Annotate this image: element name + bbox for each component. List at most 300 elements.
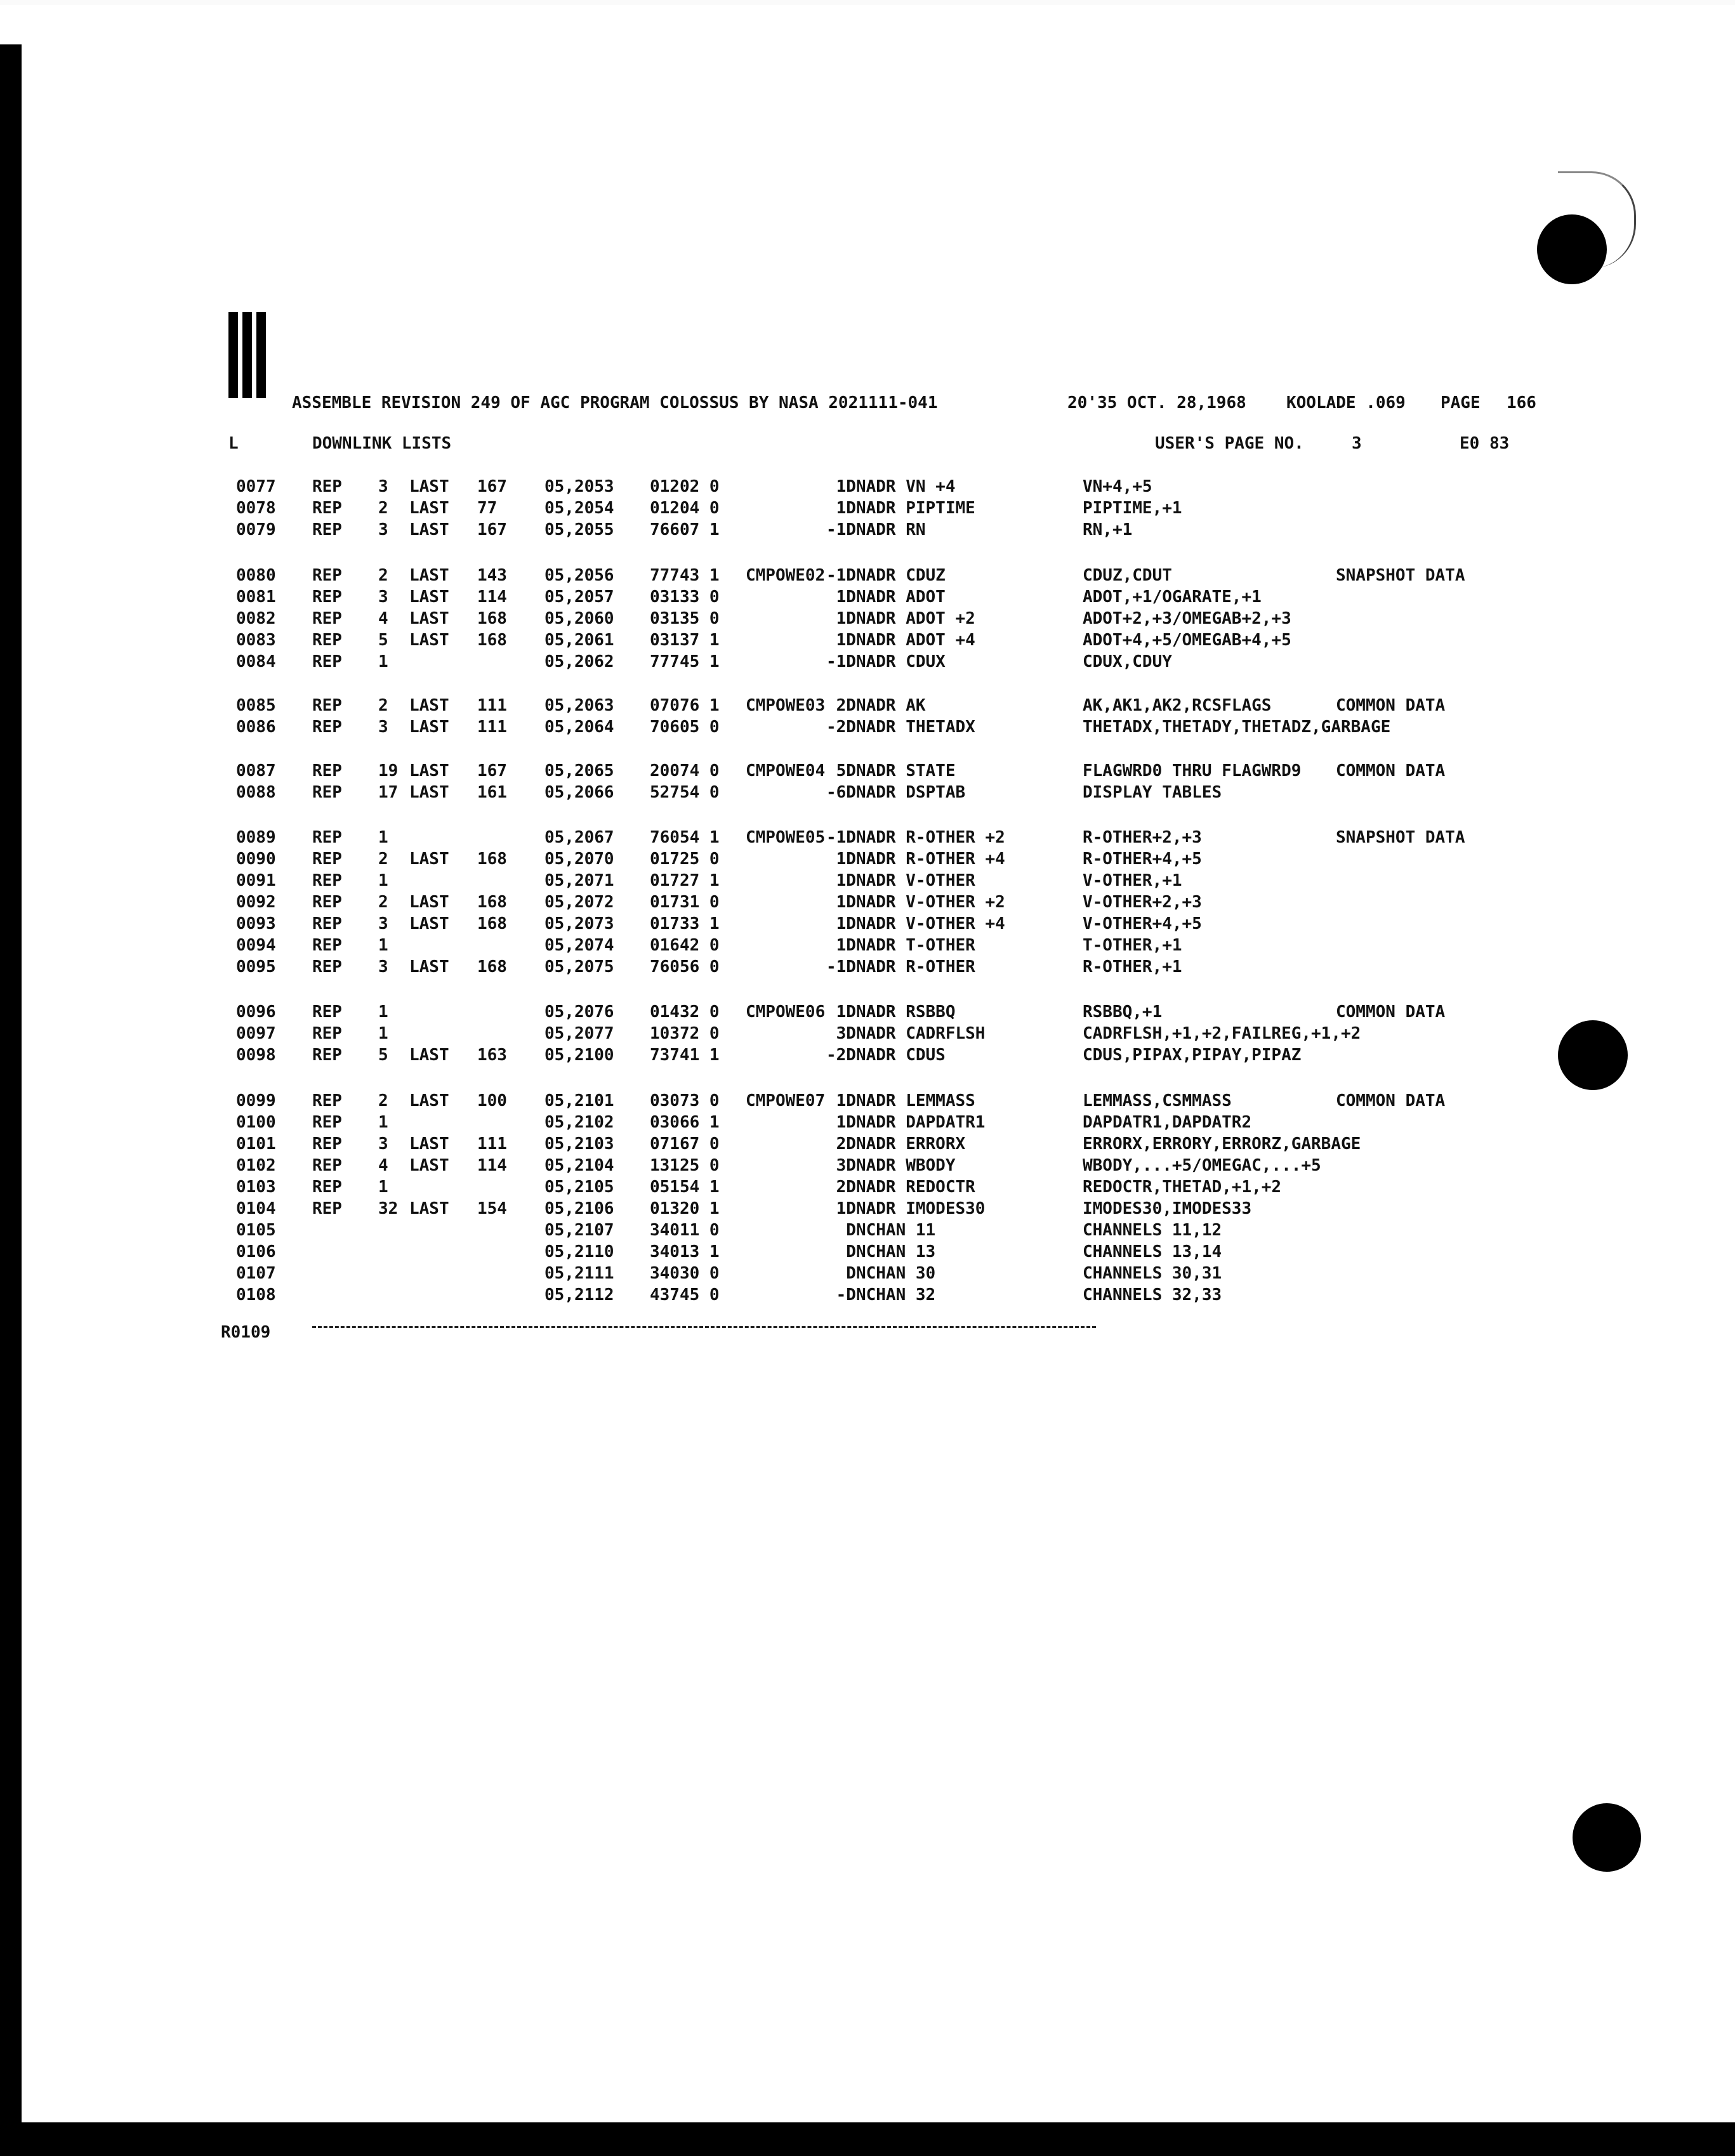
- opcode: REP: [312, 566, 342, 585]
- address: 05,2061: [544, 631, 614, 650]
- sequence-number: 0087: [236, 761, 276, 780]
- comment-text: FLAGWRD0 THRU FLAGWRD9: [1083, 761, 1302, 780]
- repeat-count: 2: [378, 696, 388, 715]
- opcode: REP: [312, 957, 342, 976]
- address: 05,2053: [544, 477, 614, 496]
- instruction: 1DNADR VN +4: [826, 477, 956, 496]
- comment-text: WBODY,...+5/OMEGAC,...+5: [1083, 1156, 1321, 1175]
- address: 05,2066: [544, 783, 614, 802]
- octal-code: 77743 1: [650, 566, 720, 585]
- last-keyword: LAST: [409, 477, 449, 496]
- comment-text: PIPTIME,+1: [1083, 499, 1182, 518]
- listing-row: [0, 914, 1735, 936]
- octal-code: 05154 1: [650, 1178, 720, 1197]
- last-keyword: LAST: [409, 696, 449, 715]
- line-ref: 114: [477, 1156, 507, 1175]
- address: 05,2065: [544, 761, 614, 780]
- opcode: REP: [312, 850, 342, 869]
- address: 05,2067: [544, 828, 614, 847]
- opcode: REP: [312, 828, 342, 847]
- separator-line: [312, 1326, 1096, 1328]
- instruction: DNCHAN 11: [826, 1221, 936, 1240]
- instruction: 1DNADR V-OTHER: [826, 871, 975, 890]
- octal-code: 01204 0: [650, 499, 720, 518]
- repeat-count: 5: [378, 631, 388, 650]
- repeat-count: 1: [378, 1178, 388, 1197]
- comment-text: IMODES30,IMODES33: [1083, 1199, 1252, 1218]
- sequence-number: 0080: [236, 566, 276, 585]
- octal-code: 03135 0: [650, 609, 720, 628]
- line-ref: 143: [477, 566, 507, 585]
- listing-row: [0, 1002, 1735, 1024]
- octal-code: 01642 0: [650, 936, 720, 955]
- listing-row: [0, 1199, 1735, 1221]
- note-text: COMMON DATA: [1336, 1091, 1446, 1110]
- instruction: 1DNADR R-OTHER +4: [826, 850, 1005, 869]
- repeat-count: 1: [378, 828, 388, 847]
- line-ref: 168: [477, 850, 507, 869]
- instruction: 2DNADR AK: [826, 696, 926, 715]
- sequence-number: 0078: [236, 499, 276, 518]
- comment-text: ERRORX,ERRORY,ERRORZ,GARBAGE: [1083, 1134, 1361, 1154]
- last-keyword: LAST: [409, 957, 449, 976]
- instruction: -1DNADR CDUZ: [826, 566, 946, 585]
- listing-row: [0, 761, 1735, 783]
- listing-row: [0, 850, 1735, 871]
- octal-code: 20074 0: [650, 761, 720, 780]
- user-page-label: USER'S PAGE NO.: [1155, 434, 1304, 453]
- repeat-count: 4: [378, 1156, 388, 1175]
- last-keyword: LAST: [409, 1156, 449, 1175]
- sequence-number: 0097: [236, 1024, 276, 1043]
- address: 05,2071: [544, 871, 614, 890]
- address: 05,2054: [544, 499, 614, 518]
- listing-row: [0, 1113, 1735, 1134]
- opcode: REP: [312, 696, 342, 715]
- instruction: 3DNADR WBODY: [826, 1156, 956, 1175]
- sequence-number: 0104: [236, 1199, 276, 1218]
- sequence-number: 0082: [236, 609, 276, 628]
- address: 05,2102: [544, 1113, 614, 1132]
- instruction: 1DNADR IMODES30: [826, 1199, 986, 1218]
- instruction: 2DNADR REDOCTR: [826, 1178, 975, 1197]
- comment-text: CHANNELS 32,33: [1083, 1285, 1222, 1305]
- address: 05,2074: [544, 936, 614, 955]
- repeat-count: 1: [378, 1002, 388, 1022]
- line-ref: 167: [477, 761, 507, 780]
- sequence-number: 0077: [236, 477, 276, 496]
- repeat-count: 3: [378, 718, 388, 737]
- sequence-number: 0084: [236, 652, 276, 671]
- repeat-count: 3: [378, 957, 388, 976]
- instruction: -DNCHAN 32: [826, 1285, 936, 1305]
- note-text: SNAPSHOT DATA: [1336, 566, 1465, 585]
- listing-user: KOOLADE .069: [1286, 393, 1406, 412]
- repeat-count: 1: [378, 652, 388, 671]
- instruction: 1DNADR ADOT: [826, 588, 946, 607]
- instruction: 1DNADR LEMMASS: [826, 1091, 975, 1110]
- line-ref: 114: [477, 588, 507, 607]
- sequence-number: 0095: [236, 957, 276, 976]
- last-keyword: LAST: [409, 499, 449, 518]
- octal-code: 03066 1: [650, 1113, 720, 1132]
- repeat-count: 2: [378, 499, 388, 518]
- address: 05,2073: [544, 914, 614, 933]
- comment-text: DISPLAY TABLES: [1083, 783, 1222, 802]
- listing-row: [0, 652, 1735, 674]
- repeat-count: 1: [378, 1113, 388, 1132]
- sequence-number: 0096: [236, 1002, 276, 1022]
- e-reference: E0 83: [1460, 434, 1510, 453]
- listing-row: [0, 696, 1735, 718]
- sequence-number: 0088: [236, 783, 276, 802]
- sequence-number: 0108: [236, 1285, 276, 1305]
- listing-row: [0, 477, 1735, 499]
- opcode: REP: [312, 1002, 342, 1022]
- opcode: REP: [312, 893, 342, 912]
- opcode: REP: [312, 1024, 342, 1043]
- sequence-number: 0100: [236, 1113, 276, 1132]
- sequence-number: 0103: [236, 1178, 276, 1197]
- note-text: COMMON DATA: [1336, 1002, 1446, 1022]
- octal-code: 76607 1: [650, 520, 720, 539]
- line-ref: 167: [477, 520, 507, 539]
- last-keyword: LAST: [409, 588, 449, 607]
- sequence-number: 0081: [236, 588, 276, 607]
- opcode: REP: [312, 1178, 342, 1197]
- opcode: REP: [312, 914, 342, 933]
- address: 05,2076: [544, 1002, 614, 1022]
- sequence-number: 0086: [236, 718, 276, 737]
- instruction: -6DNADR DSPTAB: [826, 783, 966, 802]
- instruction: 1DNADR T-OTHER: [826, 936, 975, 955]
- octal-code: 03137 1: [650, 631, 720, 650]
- listing-row: [0, 1178, 1735, 1199]
- address: 05,2062: [544, 652, 614, 671]
- octal-code: 52754 0: [650, 783, 720, 802]
- repeat-count: 3: [378, 1134, 388, 1154]
- listing-timestamp: 20'35 OCT. 28,1968: [1067, 393, 1246, 412]
- repeat-count: 19: [378, 761, 399, 780]
- address: 05,2103: [544, 1134, 614, 1154]
- address: 05,2064: [544, 718, 614, 737]
- comment-text: CDUZ,CDUT: [1083, 566, 1172, 585]
- sequence-number: 0102: [236, 1156, 276, 1175]
- opcode: REP: [312, 1091, 342, 1110]
- address: 05,2057: [544, 588, 614, 607]
- comment-text: R-OTHER,+1: [1083, 957, 1182, 976]
- comment-text: THETADX,THETADY,THETADZ,GARBAGE: [1083, 718, 1391, 737]
- repeat-count: 2: [378, 1091, 388, 1110]
- instruction: 1DNADR DAPDATR1: [826, 1113, 986, 1132]
- instruction: 1DNADR V-OTHER +4: [826, 914, 1005, 933]
- opcode: REP: [312, 761, 342, 780]
- listing-row: [0, 893, 1735, 914]
- opcode: REP: [312, 588, 342, 607]
- comment-text: RSBBQ,+1: [1083, 1002, 1163, 1022]
- listing-row: [0, 1091, 1735, 1113]
- listing-row: [0, 609, 1735, 631]
- comment-text: R-OTHER+4,+5: [1083, 850, 1202, 869]
- comment-text: RN,+1: [1083, 520, 1133, 539]
- listing-row: [0, 936, 1735, 957]
- address: 05,2063: [544, 696, 614, 715]
- comment-text: R-OTHER+2,+3: [1083, 828, 1202, 847]
- note-text: SNAPSHOT DATA: [1336, 828, 1465, 847]
- comment-text: LEMMASS,CSMMASS: [1083, 1091, 1232, 1110]
- address: 05,2072: [544, 893, 614, 912]
- line-ref: 168: [477, 631, 507, 650]
- listing-row: [0, 1156, 1735, 1178]
- sequence-number: 0093: [236, 914, 276, 933]
- address: 05,2107: [544, 1221, 614, 1240]
- last-keyword: LAST: [409, 893, 449, 912]
- last-keyword: LAST: [409, 1134, 449, 1154]
- address: 05,2077: [544, 1024, 614, 1043]
- repeat-count: 3: [378, 477, 388, 496]
- octal-code: 10372 0: [650, 1024, 720, 1043]
- instruction: 1DNADR ADOT +4: [826, 631, 975, 650]
- last-keyword: LAST: [409, 850, 449, 869]
- instruction: -1DNADR RN: [826, 520, 926, 539]
- instruction: 5DNADR STATE: [826, 761, 956, 780]
- line-ref: 168: [477, 914, 507, 933]
- final-sequence-number: R0109: [221, 1323, 271, 1342]
- opcode: REP: [312, 718, 342, 737]
- opcode: REP: [312, 609, 342, 628]
- repeat-count: 3: [378, 588, 388, 607]
- line-ref: 77: [477, 499, 498, 518]
- last-keyword: LAST: [409, 609, 449, 628]
- instruction: DNCHAN 30: [826, 1264, 936, 1283]
- listing-row: [0, 1134, 1735, 1156]
- sequence-number: 0098: [236, 1046, 276, 1065]
- opcode: REP: [312, 1046, 342, 1065]
- instruction: -1DNADR CDUX: [826, 652, 946, 671]
- sequence-number: 0083: [236, 631, 276, 650]
- address: 05,2104: [544, 1156, 614, 1175]
- line-ref: 167: [477, 477, 507, 496]
- user-page-number: 3: [1352, 434, 1362, 453]
- note-text: COMMON DATA: [1336, 696, 1446, 715]
- line-ref: 163: [477, 1046, 507, 1065]
- line-ref: 154: [477, 1199, 507, 1218]
- repeat-count: 4: [378, 609, 388, 628]
- listing-row: [0, 1242, 1735, 1264]
- comment-text: CDUS,PIPAX,PIPAY,PIPAZ: [1083, 1046, 1302, 1065]
- tag-label: CMPOWE07: [746, 1091, 826, 1110]
- octal-code: 07167 0: [650, 1134, 720, 1154]
- octal-code: 43745 0: [650, 1285, 720, 1305]
- opcode: REP: [312, 1156, 342, 1175]
- sequence-number: 0092: [236, 893, 276, 912]
- sequence-number: 0099: [236, 1091, 276, 1110]
- last-keyword: LAST: [409, 566, 449, 585]
- listing-row: [0, 588, 1735, 609]
- address: 05,2105: [544, 1178, 614, 1197]
- line-ref: 168: [477, 957, 507, 976]
- instruction: -1DNADR R-OTHER +2: [826, 828, 1005, 847]
- octal-code: 01731 0: [650, 893, 720, 912]
- repeat-count: 17: [378, 783, 399, 802]
- sequence-number: 0091: [236, 871, 276, 890]
- page-number: 166: [1507, 393, 1536, 412]
- sequence-number: 0107: [236, 1264, 276, 1283]
- octal-code: 34013 1: [650, 1242, 720, 1261]
- line-ref: 168: [477, 609, 507, 628]
- octal-code: 34030 0: [650, 1264, 720, 1283]
- opcode: REP: [312, 783, 342, 802]
- octal-code: 01727 1: [650, 871, 720, 890]
- address: 05,2111: [544, 1264, 614, 1283]
- comment-text: CHANNELS 13,14: [1083, 1242, 1222, 1261]
- instruction: -2DNADR CDUS: [826, 1046, 946, 1065]
- instruction: 2DNADR ERRORX: [826, 1134, 966, 1154]
- sequence-number: 0101: [236, 1134, 276, 1154]
- line-ref: 168: [477, 893, 507, 912]
- instruction: 1DNADR RSBBQ: [826, 1002, 956, 1022]
- comment-text: VN+4,+5: [1083, 477, 1152, 496]
- instruction: -2DNADR THETADX: [826, 718, 975, 737]
- octal-code: 73741 1: [650, 1046, 720, 1065]
- listing-row: [0, 631, 1735, 652]
- listing-row: [0, 520, 1735, 542]
- octal-code: 76054 1: [650, 828, 720, 847]
- comment-text: ADOT,+1/OGARATE,+1: [1083, 588, 1262, 607]
- octal-code: 70605 0: [650, 718, 720, 737]
- address: 05,2056: [544, 566, 614, 585]
- comment-text: CADRFLSH,+1,+2,FAILREG,+1,+2: [1083, 1024, 1361, 1043]
- line-ref: 111: [477, 1134, 507, 1154]
- octal-code: 07076 1: [650, 696, 720, 715]
- comment-text: CHANNELS 11,12: [1083, 1221, 1222, 1240]
- octal-code: 01432 0: [650, 1002, 720, 1022]
- sequence-number: 0105: [236, 1221, 276, 1240]
- listing-row: [0, 871, 1735, 893]
- address: 05,2101: [544, 1091, 614, 1110]
- tag-label: CMPOWE03: [746, 696, 826, 715]
- opcode: REP: [312, 520, 342, 539]
- last-keyword: LAST: [409, 718, 449, 737]
- octal-code: 01725 0: [650, 850, 720, 869]
- comment-text: V-OTHER+4,+5: [1083, 914, 1202, 933]
- tag-label: CMPOWE06: [746, 1002, 826, 1022]
- sequence-number: 0079: [236, 520, 276, 539]
- opcode: REP: [312, 936, 342, 955]
- repeat-count: 1: [378, 871, 388, 890]
- line-ref: 111: [477, 696, 507, 715]
- listing-row: [0, 566, 1735, 588]
- sequence-number: 0089: [236, 828, 276, 847]
- comment-text: AK,AK1,AK2,RCSFLAGS: [1083, 696, 1272, 715]
- opcode: REP: [312, 631, 342, 650]
- repeat-count: 2: [378, 893, 388, 912]
- octal-code: 01320 1: [650, 1199, 720, 1218]
- last-keyword: LAST: [409, 783, 449, 802]
- opcode: REP: [312, 652, 342, 671]
- repeat-count: 5: [378, 1046, 388, 1065]
- repeat-count: 1: [378, 936, 388, 955]
- line-ref: 161: [477, 783, 507, 802]
- note-text: COMMON DATA: [1336, 761, 1446, 780]
- comment-text: DAPDATR1,DAPDATR2: [1083, 1113, 1252, 1132]
- octal-code: 03073 0: [650, 1091, 720, 1110]
- line-ref: 111: [477, 718, 507, 737]
- octal-code: 01202 0: [650, 477, 720, 496]
- listing-row: [0, 1046, 1735, 1067]
- sequence-number: 0090: [236, 850, 276, 869]
- opcode: REP: [312, 1134, 342, 1154]
- octal-code: 13125 0: [650, 1156, 720, 1175]
- repeat-count: 32: [378, 1199, 399, 1218]
- listing-row: [0, 499, 1735, 520]
- listing-row: [0, 1264, 1735, 1285]
- instruction: 3DNADR CADRFLSH: [826, 1024, 986, 1043]
- sequence-number: 0094: [236, 936, 276, 955]
- listing-row: [0, 828, 1735, 850]
- address: 05,2075: [544, 957, 614, 976]
- line-ref: 100: [477, 1091, 507, 1110]
- last-keyword: LAST: [409, 914, 449, 933]
- octal-code: 77745 1: [650, 652, 720, 671]
- tag-label: CMPOWE02: [746, 566, 826, 585]
- last-keyword: LAST: [409, 1091, 449, 1110]
- last-keyword: LAST: [409, 761, 449, 780]
- comment-text: ADOT+4,+5/OMEGAB+4,+5: [1083, 631, 1291, 650]
- sequence-number: 0106: [236, 1242, 276, 1261]
- octal-code: 03133 0: [650, 588, 720, 607]
- octal-code: 76056 0: [650, 957, 720, 976]
- repeat-count: 2: [378, 566, 388, 585]
- instruction: DNCHAN 13: [826, 1242, 936, 1261]
- listing-row: [0, 1221, 1735, 1242]
- last-keyword: LAST: [409, 520, 449, 539]
- opcode: REP: [312, 1113, 342, 1132]
- repeat-count: 2: [378, 850, 388, 869]
- comment-text: CHANNELS 30,31: [1083, 1264, 1222, 1283]
- instruction: 1DNADR V-OTHER +2: [826, 893, 1005, 912]
- sequence-number: 0085: [236, 696, 276, 715]
- octal-code: 01733 1: [650, 914, 720, 933]
- section-title: DOWNLINK LISTS: [312, 434, 452, 453]
- comment-text: V-OTHER,+1: [1083, 871, 1182, 890]
- tag-label: CMPOWE05: [746, 828, 826, 847]
- address: 05,2070: [544, 850, 614, 869]
- listing-letter: L: [228, 434, 239, 453]
- last-keyword: LAST: [409, 1199, 449, 1218]
- address: 05,2106: [544, 1199, 614, 1218]
- tag-label: CMPOWE04: [746, 761, 826, 780]
- listing-row: [0, 957, 1735, 979]
- last-keyword: LAST: [409, 631, 449, 650]
- listing-row: [0, 1285, 1735, 1307]
- listing-title: ASSEMBLE REVISION 249 OF AGC PROGRAM COLOSSUS BY NASA 2021111-041: [292, 393, 938, 412]
- address: 05,2100: [544, 1046, 614, 1065]
- last-keyword: LAST: [409, 1046, 449, 1065]
- address: 05,2060: [544, 609, 614, 628]
- octal-code: 34011 0: [650, 1221, 720, 1240]
- listing-row: [0, 718, 1735, 739]
- opcode: REP: [312, 1199, 342, 1218]
- address: 05,2112: [544, 1285, 614, 1305]
- comment-text: V-OTHER+2,+3: [1083, 893, 1202, 912]
- address: 05,2055: [544, 520, 614, 539]
- page-label: PAGE: [1441, 393, 1481, 412]
- instruction: -1DNADR R-OTHER: [826, 957, 975, 976]
- repeat-count: 3: [378, 520, 388, 539]
- comment-text: CDUX,CDUY: [1083, 652, 1172, 671]
- comment-text: ADOT+2,+3/OMEGAB+2,+3: [1083, 609, 1291, 628]
